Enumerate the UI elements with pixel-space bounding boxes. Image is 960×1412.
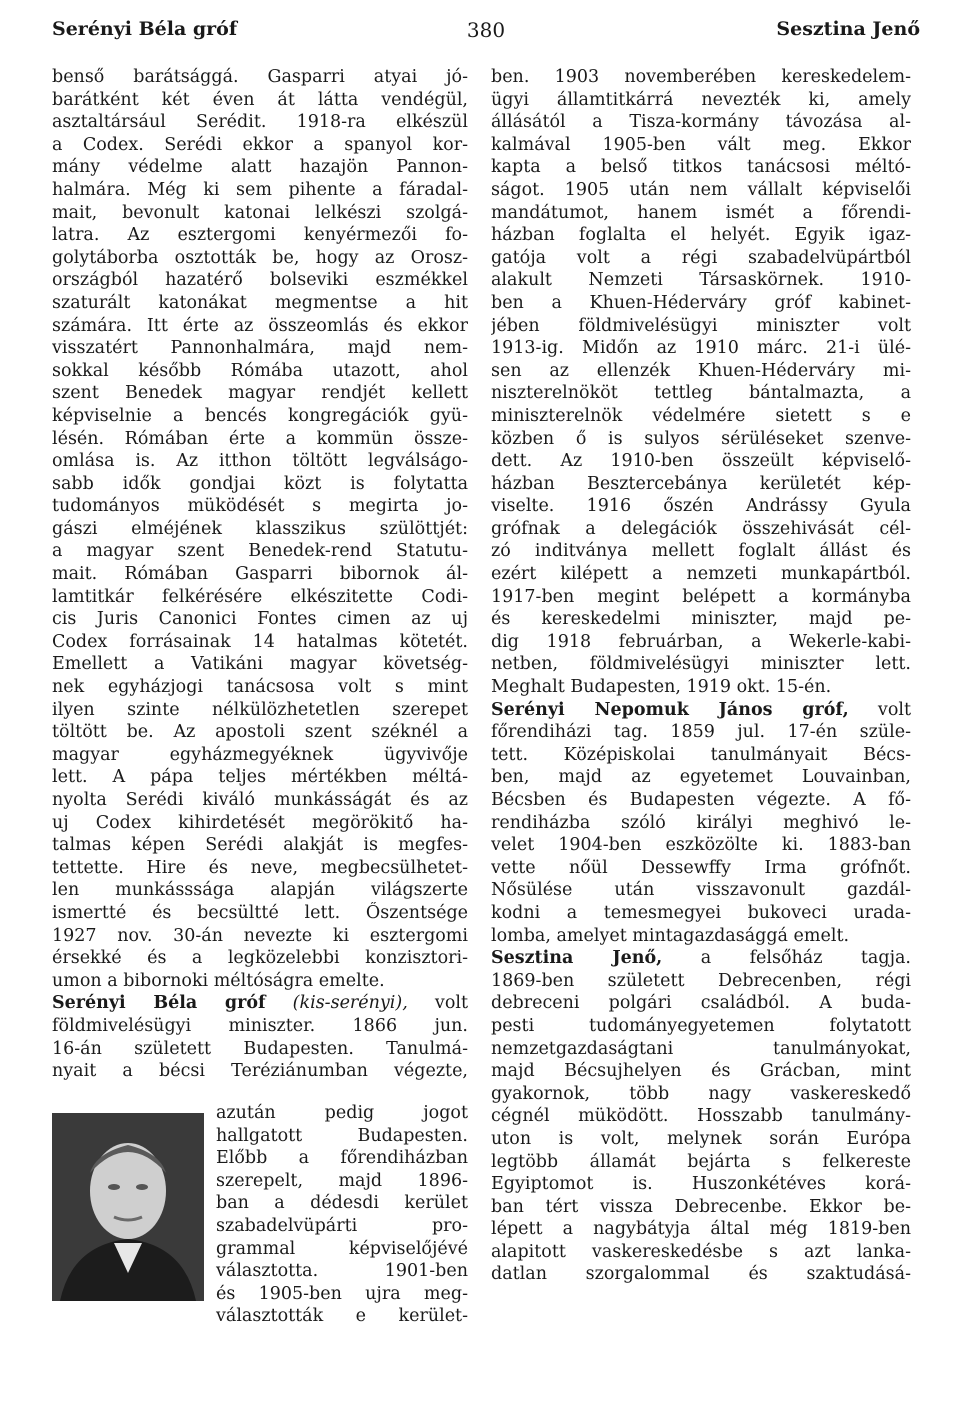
portrait-photo bbox=[52, 1113, 204, 1301]
text-line: kapta a belső titkos tanácsosi méltó- bbox=[491, 157, 911, 178]
text-line: cégnél müködött. Hosszabb tanulmány- bbox=[491, 1106, 911, 1127]
text-line: képviselnie a bencés kongregációk gyü- bbox=[52, 405, 468, 426]
entry-name: Serényi Béla gróf bbox=[52, 993, 266, 1014]
text-line: a Codex. Serédi ekkor a spanyol kor- bbox=[52, 134, 468, 155]
text-line: ezért kilépett a nemzeti munkapártból. bbox=[491, 564, 911, 585]
text-line: tett. Középiskolai tanulmányait Bécs- bbox=[491, 744, 911, 765]
entry-heading-line bbox=[52, 992, 468, 1015]
text-line: ben. 1903 novemberében kereskedelem- bbox=[491, 67, 911, 87]
text-line: ismertté és becsültté lett. Őszentsége bbox=[52, 902, 468, 923]
text-line: szabadelvüpárti pro- bbox=[216, 1215, 468, 1236]
text-line: cis Juris Canonici Fontes cimen az uj bbox=[52, 609, 468, 630]
text-line: választotta. 1901-ben bbox=[216, 1261, 468, 1282]
text-line: majd Bécsujhelyen és Grácban, mint bbox=[491, 1061, 911, 1082]
text-line: érsekké és a legközelebbi konzisztori- bbox=[52, 948, 468, 969]
text-line: netben, földmivelésügyi miniszter lett. bbox=[491, 654, 911, 675]
text-line: házban foglalta el helyét. Egyik igaz- bbox=[491, 225, 911, 246]
text-line: kalmával 1905-ben vált meg. Ekkor bbox=[491, 134, 911, 155]
text-line: uton is volt, melynek során Európa bbox=[491, 1128, 911, 1149]
text-line: legtöbb államát bejárta s felkereste bbox=[491, 1151, 911, 1172]
entry-body bbox=[491, 970, 911, 1286]
text-line: velet 1904-ben eszközölte ki. 1883-ban bbox=[491, 835, 911, 856]
text-line: len munkásssága alapján világszerte bbox=[52, 880, 468, 901]
text-line: töltött be. Az apostoli szent széknél a bbox=[52, 722, 468, 743]
entry-heading-line bbox=[491, 699, 911, 722]
text-line: ben, majd az egyetemet Louvainban, bbox=[491, 767, 911, 788]
entry-heading-line bbox=[491, 947, 911, 970]
text-line: datlan szorgalommal és szaktudásá- bbox=[491, 1264, 911, 1285]
serédi-biography-continuation bbox=[52, 66, 468, 992]
text-line: ban a dédesdi kerület bbox=[216, 1193, 468, 1214]
text-line: ben a Khuen-Héderváry gróf kabinet- bbox=[491, 292, 911, 313]
text-line: debreceni polgári családból. A buda- bbox=[491, 993, 911, 1014]
text-line: állásától a Tisza-kormány távozása al- bbox=[491, 112, 911, 133]
text-line: alakult Nemzeti Társaskörnek. 1910- bbox=[491, 270, 911, 291]
text-line: kodni a temesmegyei bukoveci urada- bbox=[491, 902, 911, 923]
text-line: vette nőül Dessewffy Irma grófnőt. bbox=[491, 857, 911, 878]
text-line: sokkal később Rómába utazott, ahol bbox=[52, 360, 468, 381]
text-line: számára. Itt érte az összeomlás és ekkor bbox=[52, 315, 468, 336]
text-line: omlása is. Az itthon töltött legválságo- bbox=[52, 451, 468, 472]
text-line: uj Codex kihirdetését megörökitő ha- bbox=[52, 812, 468, 833]
text-line: talmas képen Serédi alakját is megfes- bbox=[52, 835, 468, 856]
text-line: rendiházba szóló királyi meghivó le- bbox=[491, 812, 911, 833]
entry-body bbox=[491, 721, 911, 947]
text-line: Nősülése után visszavonult gazdál- bbox=[491, 880, 911, 901]
serenyi-nepomuk-entry bbox=[491, 699, 911, 948]
text-line: hallgatott Budapesten. bbox=[216, 1125, 468, 1146]
running-head-left: Serényi Béla gróf bbox=[52, 18, 238, 40]
text-line: umon a bibornoki méltóságra emelte. bbox=[52, 970, 385, 991]
text-line: ilyen szinte nélkülözhetetlen szerepet bbox=[52, 699, 468, 720]
text-line: a magyar szent Benedek-rend Statutu- bbox=[52, 541, 468, 562]
text-line: mandátumot, hanem ismét a főrendi- bbox=[491, 202, 911, 223]
text-line: nemzetgazdaságtani tanulmányokat, bbox=[491, 1038, 911, 1059]
text-line: gatója volt a régi szabadelvüpártból bbox=[491, 247, 911, 268]
text-line: Codex forrásainak 14 hatalmas kötetét. bbox=[52, 631, 468, 652]
text-line: szaturált katonákat megmentse a hit bbox=[52, 292, 468, 313]
text-line: Előbb a főrendiházban bbox=[216, 1148, 468, 1169]
text-line: 1869-ben született Debrecenben, régi bbox=[491, 970, 911, 991]
text-line: lésén. Rómában érte a kommün össze- bbox=[52, 428, 468, 449]
text-line: főrendiházi tag. 1859 jul. 17-én szüle- bbox=[491, 722, 911, 743]
entry-name: Sesztina Jenő, bbox=[491, 948, 663, 969]
text-line: Meghalt Budapesten, 1919 okt. 15-én. bbox=[491, 677, 832, 698]
text-line: nyolta Serédi kiváló munkásságát és az bbox=[52, 790, 468, 810]
text-line: halmára. Még ki sem pihente a fáradal- bbox=[52, 179, 468, 200]
text-line: sabb idők gondjai közt is folytatta bbox=[52, 473, 468, 494]
text-line: grammal képviselőjévé bbox=[216, 1238, 468, 1259]
text-line: földmivelésügyi miniszter. 1866 jun. bbox=[52, 1015, 468, 1036]
text-line: közben ő is sulyos sérüléseket szenve- bbox=[491, 428, 911, 449]
text-line: ban tért vissza Debrecenbe. Ekkor be- bbox=[491, 1196, 911, 1217]
text-line: grófnak a delegációk összehivását cél- bbox=[491, 518, 911, 539]
entry-heading-tail: volt bbox=[848, 699, 911, 720]
text-line: 16-án született Budapesten. Tanulmá- bbox=[52, 1038, 468, 1059]
serenyi-bela-entry-continuation bbox=[491, 66, 911, 699]
text-line: mait. Rómában Gasparri bibornok ál- bbox=[52, 564, 468, 585]
text-line: lett. A pápa teljes mértékben méltá- bbox=[52, 767, 468, 788]
text-line: 1927 nov. 30-án nevezte ki esztergomi bbox=[52, 925, 468, 946]
text-line: és 1905-ben ujra meg- bbox=[216, 1283, 468, 1304]
text-line: jében földmivelésügyi miniszter volt bbox=[491, 315, 911, 336]
text-line: 1917-ben megint belépett a kormányba bbox=[491, 586, 911, 607]
text-line: azután pedig jogot bbox=[216, 1103, 468, 1123]
text-line: házban Besztercebánya kerületét kép- bbox=[491, 473, 911, 494]
text-line: gászi elméjének klasszikus szülöttjét: bbox=[52, 518, 468, 539]
text-line: 1913-ig. Midőn az 1910 márc. 21-i ülé- bbox=[491, 338, 911, 359]
right-column bbox=[491, 66, 911, 1286]
text-line: visszatért Pannonhalmára, majd nem- bbox=[52, 338, 468, 359]
text-line: nyait a bécsi Teréziánumban végezte, bbox=[52, 1061, 468, 1082]
text-line: mait, bevonult katonai lelkészi szolgá- bbox=[52, 202, 468, 223]
text-line: lamtitkár felkérésére elkészitette Codi- bbox=[52, 586, 468, 607]
text-line: szent Benedek magyar rendjét kellett bbox=[52, 383, 468, 404]
text-line: Emellett a Vatikáni magyar követség- bbox=[52, 654, 468, 675]
text-line: mány védelme alatt hazajön Pannon- bbox=[52, 157, 468, 178]
text-line: tudományos müködését s megirta jo- bbox=[52, 496, 468, 517]
running-head-right: Sesztina Jenő bbox=[776, 18, 920, 40]
entry-body bbox=[52, 1015, 468, 1083]
text-line: választották e kerület- bbox=[216, 1306, 468, 1327]
text-line: és kereskedelmi miniszter, majd pe- bbox=[491, 609, 911, 630]
text-line: szerepelt, majd 1896- bbox=[216, 1170, 468, 1191]
page-header bbox=[52, 18, 920, 48]
entry-heading-tail: volt bbox=[407, 993, 468, 1014]
text-line: tettette. Hire és neve, megbecsülhetet- bbox=[52, 857, 468, 878]
text-line: asztaltársául Serédit. 1918-ra elkészül bbox=[52, 112, 468, 133]
text-line: sen az ellenzék Khuen-Héderváry mi- bbox=[491, 360, 911, 381]
text-line: zó inditványa mellett foglalt állást és bbox=[491, 541, 911, 562]
serenyi-bela-entry bbox=[52, 992, 468, 1082]
text-line: dett. Az 1910-ben összeült képviselő- bbox=[491, 451, 911, 472]
text-line: viselte. 1916 őszén Andrássy Gyula bbox=[491, 496, 911, 517]
text-line: barátként két éven át látta vendégül, bbox=[52, 89, 468, 110]
text-line: niszterelnököt tettleg bántalmazta, a bbox=[491, 383, 911, 404]
text-line: lépett a nagybátyja által még 1819-ben bbox=[491, 1219, 911, 1240]
text-beside-portrait bbox=[216, 1102, 468, 1328]
text-line: nek egyházjogi tanácsosa volt s mint bbox=[52, 677, 468, 698]
text-line: gyakornok, több nagy vaskereskedő bbox=[491, 1083, 911, 1104]
text-line: latra. Az esztergomi kenyérmezői fo- bbox=[52, 225, 468, 246]
text-line: ügyi államtitkárrá nevezték ki, amely bbox=[491, 89, 911, 110]
entry-heading-tail: a felsőház tagja. bbox=[662, 948, 911, 969]
entry-alias: (kis-serényi), bbox=[292, 993, 408, 1014]
sesztina-entry bbox=[491, 947, 911, 1286]
text-line: lomba, amelyet mintagazdasággá emelt. bbox=[491, 925, 850, 946]
text-line: magyar egyházmegyéknek ügyvivője bbox=[52, 744, 468, 765]
text-line: Bécsben és Budapesten végezte. A fő- bbox=[491, 790, 911, 810]
text-line: dig 1918 februárban, a Wekerle-kabi- bbox=[491, 631, 911, 652]
text-line: golytáborba osztották be, hogy az Orosz- bbox=[52, 247, 468, 268]
text-line: pesti tudományegyetemen folytatott bbox=[491, 1015, 911, 1036]
page-number: 380 bbox=[466, 18, 506, 42]
entry-name: Serényi Nepomuk János gróf, bbox=[491, 699, 849, 720]
text-line: alapitott vaskereskedésbe s azt lanka- bbox=[491, 1241, 911, 1262]
text-line: miniszterelnök védelmére sietett s e bbox=[491, 405, 911, 426]
left-column bbox=[52, 66, 468, 1083]
text-line: ságot. 1905 után nem vállalt képviselői bbox=[491, 179, 911, 200]
text-line: országból hazatérő bolseviki eszmékkel bbox=[52, 270, 468, 291]
text-line: benső barátsággá. Gasparri atyai jó- bbox=[52, 67, 468, 87]
text-line: Egyiptomot is. Huszonkétéves korá- bbox=[491, 1174, 911, 1195]
